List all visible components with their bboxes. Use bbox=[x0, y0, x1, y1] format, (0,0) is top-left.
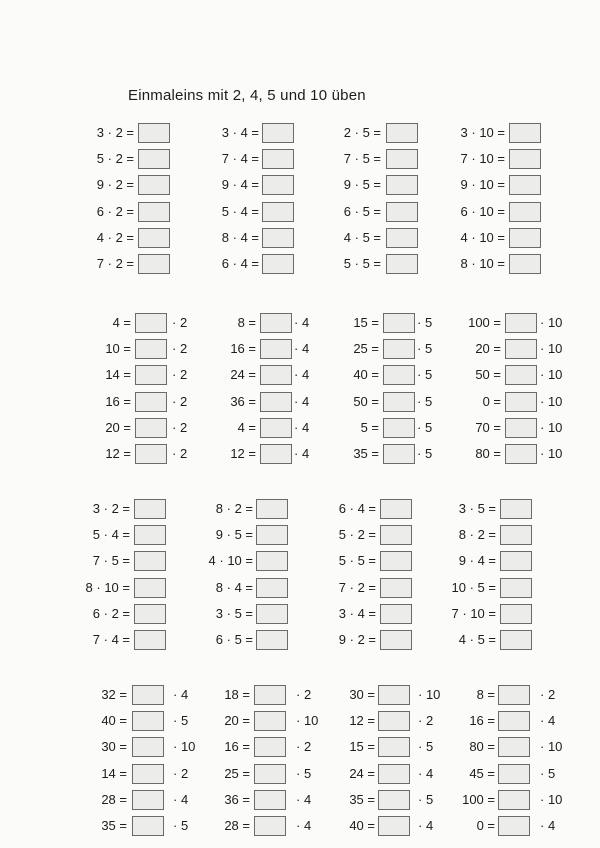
equation-term: 4 · 5 = bbox=[458, 632, 496, 647]
equation-term: 14 = bbox=[101, 765, 127, 781]
equation-factor: · 2 bbox=[172, 315, 188, 330]
answer-box[interactable] bbox=[509, 228, 541, 248]
equation-row bbox=[0, 175, 600, 195]
equation-term: 28 = bbox=[101, 791, 127, 807]
equation-factor: · 5 bbox=[296, 765, 312, 781]
equation-factor: · 10 bbox=[418, 687, 441, 702]
equation-term: 7 · 5 = bbox=[92, 553, 130, 569]
equation-row bbox=[0, 392, 600, 412]
equation-term: 80 = bbox=[469, 739, 495, 755]
equation-factor: · 2 bbox=[172, 393, 188, 409]
equation-term: 7 · 4 = bbox=[221, 151, 259, 167]
equation-factor: · 2 bbox=[172, 419, 188, 435]
equation-term: 8 · 10 = bbox=[85, 579, 130, 595]
equation-term: 16 = bbox=[230, 341, 256, 357]
equation-term: 50 = bbox=[475, 367, 501, 383]
equation-factor: · 10 bbox=[540, 367, 563, 383]
equation-factor: · 4 bbox=[296, 791, 312, 807]
equation-factor: · 4 bbox=[294, 419, 310, 435]
answer-box[interactable] bbox=[509, 149, 541, 169]
answer-box[interactable] bbox=[500, 630, 532, 650]
answer-box[interactable] bbox=[500, 578, 532, 598]
equation-term: 5 · 5 = bbox=[343, 256, 381, 271]
equation-term: 5 · 2 = bbox=[96, 151, 134, 167]
equation-factor: · 10 bbox=[540, 446, 563, 461]
equation-term: 35 = bbox=[349, 791, 375, 807]
equation-row bbox=[0, 578, 600, 598]
equation-term: 80 = bbox=[475, 446, 501, 461]
equation-row bbox=[0, 816, 600, 836]
equation-term: 0 = bbox=[482, 393, 501, 409]
equation-term: 8 · 4 = bbox=[215, 579, 253, 595]
equation-term: 7 · 10 = bbox=[460, 151, 505, 167]
equation-term: 36 = bbox=[230, 393, 256, 409]
equation-row bbox=[0, 525, 600, 545]
equation-factor: · 4 bbox=[294, 393, 310, 409]
equation-term: 28 = bbox=[224, 818, 250, 833]
equation-factor: · 4 bbox=[173, 791, 189, 807]
equation-term: 9 · 4 = bbox=[221, 177, 259, 193]
equation-term: 8 = bbox=[476, 687, 495, 702]
equation-term: 35 = bbox=[353, 446, 379, 461]
answer-box[interactable] bbox=[505, 339, 537, 359]
equation-row bbox=[0, 202, 600, 222]
equation-factor: · 4 bbox=[173, 687, 189, 702]
equation-term: 50 = bbox=[353, 393, 379, 409]
equation-factor: · 2 bbox=[173, 765, 189, 781]
equation-factor: · 5 bbox=[417, 419, 433, 435]
equation-factor: · 5 bbox=[173, 713, 189, 729]
equation-term: 6 · 2 = bbox=[96, 203, 134, 219]
answer-box[interactable] bbox=[505, 444, 537, 464]
equation-term: 3 · 2 = bbox=[96, 125, 134, 140]
equation-term: 7 · 10 = bbox=[451, 605, 496, 621]
equation-row bbox=[0, 149, 600, 169]
equation-term: 6 · 4 = bbox=[338, 501, 376, 516]
answer-box[interactable] bbox=[505, 313, 537, 333]
worksheet-title: Einmaleins mit 2, 4, 5 und 10 üben bbox=[128, 87, 366, 104]
equation-row bbox=[0, 418, 600, 438]
equation-term: 8 · 2 = bbox=[215, 501, 253, 516]
equation-term: 9 · 5 = bbox=[215, 527, 253, 543]
equation-term: 16 = bbox=[105, 393, 131, 409]
equation-factor: · 10 bbox=[540, 341, 563, 357]
equation-term: 2 · 5 = bbox=[343, 125, 381, 140]
equation-term: 18 = bbox=[224, 687, 250, 702]
equation-term: 20 = bbox=[224, 713, 250, 729]
answer-box[interactable] bbox=[505, 418, 537, 438]
answer-box[interactable] bbox=[500, 551, 532, 571]
equation-term: 10 · 5 = bbox=[451, 579, 496, 595]
equation-term: 12 = bbox=[105, 446, 131, 461]
equation-factor: · 2 bbox=[172, 446, 188, 461]
equation-term: 6 · 2 = bbox=[92, 605, 130, 621]
equation-factor: · 5 bbox=[417, 341, 433, 357]
equation-factor: · 5 bbox=[418, 739, 434, 755]
equation-term: 3 · 5 = bbox=[458, 501, 496, 516]
answer-box[interactable] bbox=[500, 604, 532, 624]
equation-factor: · 2 bbox=[172, 367, 188, 383]
equation-row bbox=[0, 254, 600, 274]
equation-term: 20 = bbox=[105, 419, 131, 435]
equation-factor: · 5 bbox=[417, 446, 433, 461]
equation-term: 45 = bbox=[469, 765, 495, 781]
answer-box[interactable] bbox=[498, 816, 530, 836]
equation-term: 30 = bbox=[349, 687, 375, 702]
equation-factor: · 5 bbox=[540, 765, 556, 781]
equation-factor: · 10 bbox=[540, 739, 563, 755]
equation-term: 5 · 4 = bbox=[221, 203, 259, 219]
equation-factor: · 2 bbox=[296, 739, 312, 755]
equation-term: 9 · 4 = bbox=[458, 553, 496, 569]
equation-term: 12 = bbox=[230, 446, 256, 461]
equation-factor: · 10 bbox=[540, 393, 563, 409]
equation-factor: · 4 bbox=[294, 367, 310, 383]
equation-term: 9 · 5 = bbox=[343, 177, 381, 193]
answer-box[interactable] bbox=[500, 499, 532, 519]
equation-term: 6 · 5 = bbox=[343, 203, 381, 219]
equation-term: 24 = bbox=[349, 765, 375, 781]
equation-factor: · 5 bbox=[417, 393, 433, 409]
equation-row bbox=[0, 365, 600, 385]
equation-term: 8 · 2 = bbox=[458, 527, 496, 543]
equation-factor: · 4 bbox=[418, 818, 434, 833]
equation-factor: · 2 bbox=[540, 687, 556, 702]
equation-row bbox=[0, 790, 600, 810]
answer-box[interactable] bbox=[509, 202, 541, 222]
equation-term: 100 = bbox=[468, 315, 501, 330]
equation-term: 16 = bbox=[224, 739, 250, 755]
answer-box[interactable] bbox=[498, 685, 530, 705]
equation-term: 4 · 10 = bbox=[208, 553, 253, 569]
equation-term: 40 = bbox=[349, 818, 375, 833]
answer-box[interactable] bbox=[509, 123, 541, 143]
equation-term: 7 · 4 = bbox=[92, 632, 130, 647]
equation-row bbox=[0, 604, 600, 624]
equation-term: 6 · 10 = bbox=[460, 203, 505, 219]
answer-box[interactable] bbox=[509, 175, 541, 195]
equation-term: 15 = bbox=[353, 315, 379, 330]
equation-term: 5 · 4 = bbox=[92, 527, 130, 543]
equation-factor: · 5 bbox=[417, 315, 433, 330]
equation-row bbox=[0, 339, 600, 359]
equation-term: 36 = bbox=[224, 791, 250, 807]
equation-row bbox=[0, 711, 600, 731]
equation-factor: · 10 bbox=[296, 713, 319, 729]
equation-factor: · 4 bbox=[296, 818, 312, 833]
equation-row bbox=[0, 737, 600, 757]
equation-factor: · 4 bbox=[418, 765, 434, 781]
equation-term: 35 = bbox=[101, 818, 127, 833]
equation-term: 25 = bbox=[353, 341, 379, 357]
answer-box[interactable] bbox=[498, 790, 530, 810]
equation-factor: · 5 bbox=[418, 791, 434, 807]
equation-term: 12 = bbox=[349, 713, 375, 729]
equation-factor: · 4 bbox=[540, 818, 556, 833]
equation-term: 3 · 4 = bbox=[338, 605, 376, 621]
equation-term: 3 · 5 = bbox=[215, 605, 253, 621]
equation-term: 8 · 10 = bbox=[460, 256, 505, 271]
equation-factor: · 4 bbox=[294, 341, 310, 357]
equation-term: 4 · 2 = bbox=[96, 229, 134, 245]
equation-term: 40 = bbox=[353, 367, 379, 383]
equation-term: 14 = bbox=[105, 367, 131, 383]
answer-box[interactable] bbox=[500, 525, 532, 545]
equation-factor: · 10 bbox=[540, 315, 563, 330]
equation-term: 9 · 10 = bbox=[460, 177, 505, 193]
equation-term: 3 · 4 = bbox=[221, 125, 259, 140]
equation-factor: · 4 bbox=[294, 315, 310, 330]
equation-row bbox=[0, 228, 600, 248]
answer-box[interactable] bbox=[509, 254, 541, 274]
equation-term: 10 = bbox=[105, 341, 131, 357]
equation-term: 100 = bbox=[462, 791, 495, 807]
equation-term: 4 · 10 = bbox=[460, 229, 505, 245]
equation-term: 3 · 2 = bbox=[92, 501, 130, 516]
equation-term: 7 · 5 = bbox=[343, 151, 381, 167]
equation-term: 15 = bbox=[349, 739, 375, 755]
equation-term: 0 = bbox=[476, 818, 495, 833]
equation-term: 9 · 2 = bbox=[96, 177, 134, 193]
equation-term: 70 = bbox=[475, 419, 501, 435]
equation-term: 3 · 10 = bbox=[460, 125, 505, 140]
equation-row bbox=[0, 444, 600, 464]
equation-factor: · 5 bbox=[417, 367, 433, 383]
equation-term: 5 · 5 = bbox=[338, 553, 376, 569]
equation-factor: · 4 bbox=[294, 446, 310, 461]
equation-row bbox=[0, 499, 600, 519]
equation-factor: · 10 bbox=[540, 419, 563, 435]
equation-term: 6 · 5 = bbox=[215, 632, 253, 647]
equation-row bbox=[0, 123, 600, 143]
equation-term: 7 · 2 = bbox=[96, 256, 134, 271]
equation-factor: · 4 bbox=[540, 713, 556, 729]
equation-factor: · 2 bbox=[418, 713, 434, 729]
equation-row bbox=[0, 551, 600, 571]
equation-term: 9 · 2 = bbox=[338, 632, 376, 647]
equation-row bbox=[0, 685, 600, 705]
equation-term: 24 = bbox=[230, 367, 256, 383]
answer-box[interactable] bbox=[498, 737, 530, 757]
equation-term: 6 · 4 = bbox=[221, 256, 259, 271]
equation-term: 4 = bbox=[112, 315, 131, 330]
equation-factor: · 5 bbox=[173, 818, 189, 833]
equation-row bbox=[0, 630, 600, 650]
answer-box[interactable] bbox=[498, 764, 530, 784]
equation-term: 30 = bbox=[101, 739, 127, 755]
answer-box[interactable] bbox=[505, 392, 537, 412]
equation-term: 32 = bbox=[101, 687, 127, 702]
equation-factor: · 10 bbox=[173, 739, 196, 755]
equation-term: 7 · 2 = bbox=[338, 579, 376, 595]
equation-term: 5 · 2 = bbox=[338, 527, 376, 543]
equation-factor: · 10 bbox=[540, 791, 563, 807]
equation-term: 5 = bbox=[360, 419, 379, 435]
answer-box[interactable] bbox=[505, 365, 537, 385]
equation-factor: · 2 bbox=[296, 687, 312, 702]
equation-term: 40 = bbox=[101, 713, 127, 729]
equation-factor: · 2 bbox=[172, 341, 188, 357]
equation-term: 4 = bbox=[237, 419, 256, 435]
equation-term: 25 = bbox=[224, 765, 250, 781]
equation-row bbox=[0, 313, 600, 333]
answer-box[interactable] bbox=[498, 711, 530, 731]
equation-term: 8 · 4 = bbox=[221, 229, 259, 245]
equation-term: 20 = bbox=[475, 341, 501, 357]
equation-term: 16 = bbox=[469, 713, 495, 729]
equation-row bbox=[0, 764, 600, 784]
equation-term: 4 · 5 = bbox=[343, 229, 381, 245]
equation-term: 8 = bbox=[237, 315, 256, 330]
